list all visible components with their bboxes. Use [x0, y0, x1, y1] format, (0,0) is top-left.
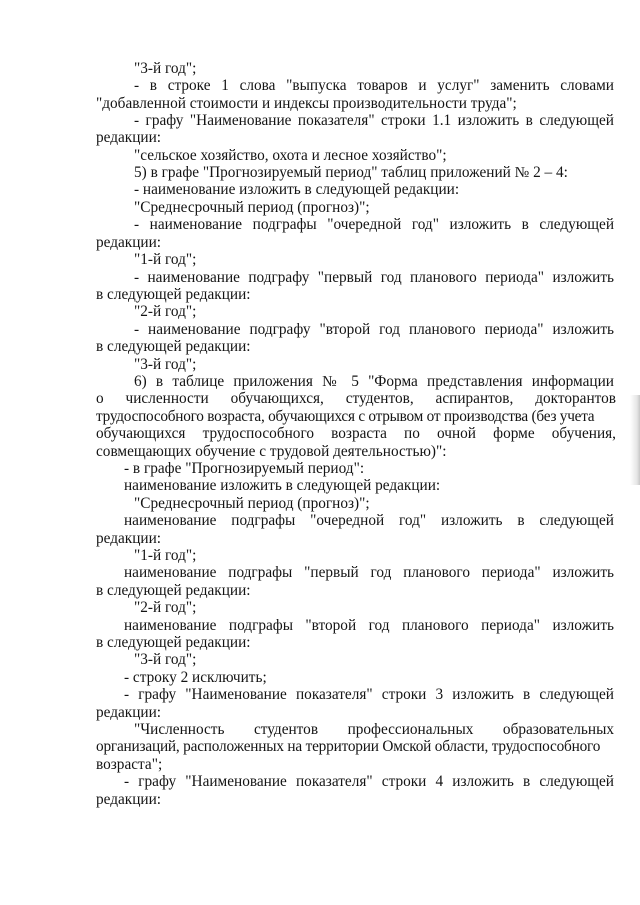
text-line: о численности обучающихся, студентов, аспирантов, докторантов: [96, 390, 616, 407]
text-line: - графу "Наименование показателя" строки 4 изложить в следующей: [124, 773, 614, 790]
text-line: в следующей редакции:: [96, 286, 251, 303]
text-line: "1-й год";: [134, 251, 197, 268]
text-line: - графу "Наименование показателя" строки 3 изложить в следующей: [124, 686, 614, 703]
text-line: - в графе "Прогнозируемый период":: [124, 460, 365, 477]
text-line: - наименование подграфу "второй год планового периода" изложить: [134, 321, 614, 338]
text-line: "3-й год";: [134, 356, 197, 373]
text-line: "добавленной стоимости и индексы производительности труда";: [96, 95, 517, 112]
text-line: организаций, расположенных на территории Омской области, трудоспособного: [96, 738, 601, 755]
text-line: "3-й год";: [134, 651, 197, 668]
text-line: совмещающих обучение с трудовой деятельностью)":: [96, 443, 447, 460]
text-line: возраста";: [96, 756, 163, 773]
scan-edge-shadow: [630, 395, 640, 485]
text-line: "Среднесрочный период (прогноз)";: [134, 199, 370, 216]
text-line: трудоспособного возраста, обучающихся с отрывом от производства (без учета: [96, 408, 595, 425]
text-line: 5) в графе "Прогнозируемый период" таблиц приложений № 2 – 4:: [134, 164, 568, 181]
text-line: редакции:: [96, 129, 162, 146]
text-line: "2-й год";: [134, 303, 197, 320]
text-line: наименование изложить в следующей редакции:: [124, 477, 441, 494]
text-line: "1-й год";: [134, 547, 197, 564]
text-line: - в строке 1 слова "выпуска товаров и услуг" заменить словами: [134, 77, 614, 94]
text-line: редакции:: [96, 530, 162, 547]
text-line: наименование подграфы "очередной год" изложить в следующей: [124, 512, 614, 529]
text-line: "сельское хозяйство, охота и лесное хозяйство";: [134, 147, 447, 164]
text-line: наименование подграфы "второй год планового периода" изложить: [124, 617, 614, 634]
text-line: редакции:: [96, 791, 162, 808]
text-line: 6) в таблице приложения № 5 "Форма представления информации: [134, 373, 614, 390]
text-line: обучающихся трудоспособного возраста по очной форме обучения,: [96, 425, 616, 442]
text-line: - наименование подграфу "первый год планового периода" изложить: [134, 269, 614, 286]
text-line: в следующей редакции:: [96, 338, 251, 355]
text-line: "3-й год";: [134, 60, 197, 77]
text-line: в следующей редакции:: [96, 582, 251, 599]
text-line: наименование подграфы "первый год планового периода" изложить: [124, 564, 614, 581]
text-line: - наименование подграфы "очередной год" изложить в следующей: [134, 216, 614, 233]
text-line: "Среднесрочный период (прогноз)";: [134, 495, 370, 512]
text-line: редакции:: [96, 234, 162, 251]
text-line: - графу "Наименование показателя" строки 1.1 изложить в следующей: [134, 112, 614, 129]
text-line: - строку 2 исключить;: [124, 669, 267, 686]
text-line: редакции:: [96, 704, 162, 721]
text-line: - наименование изложить в следующей редакции:: [134, 181, 460, 198]
text-line: "2-й год";: [134, 599, 197, 616]
text-line: "Численность студентов профессиональных образовательных: [134, 721, 614, 738]
text-line: в следующей редакции:: [96, 634, 251, 651]
